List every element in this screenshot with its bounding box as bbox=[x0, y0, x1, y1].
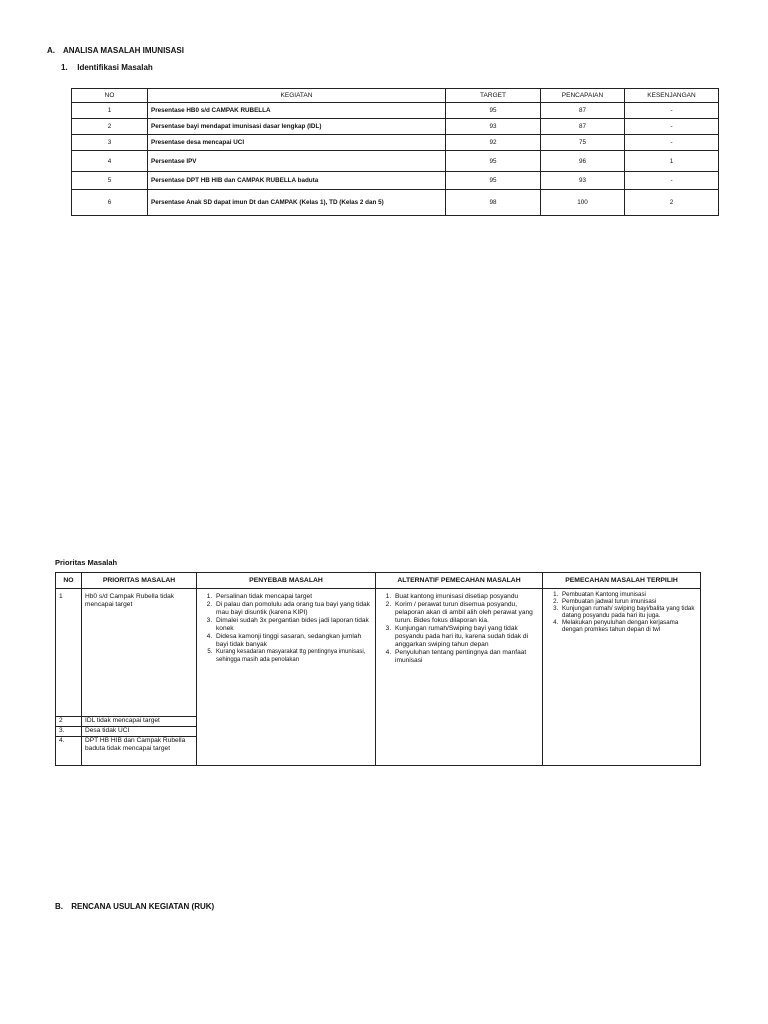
cell-pencapaian: 87 bbox=[541, 119, 625, 135]
section-a-heading bbox=[47, 46, 184, 55]
cell-pencapaian: 96 bbox=[541, 151, 625, 172]
list-item: 2. Di palau dan pomolulu ada orang tua bayi yang tidak mau bayi disuntik (karena KIPI) bbox=[214, 601, 372, 617]
list-item: 4. Penyuluhan tentang pentingnya dan manfaat imunisasi bbox=[393, 649, 539, 665]
header-alternatif-pemecahan: ALTERNATIF PEMECAHAN MASALAH bbox=[376, 573, 543, 589]
cell-kegiatan: Presentase HB0 s/d CAMPAK RUBELLA bbox=[148, 103, 446, 119]
table-header-row bbox=[72, 89, 719, 103]
header-pemecahan-terpilih: PEMECAHAN MASALAH TERPILIH bbox=[543, 573, 701, 589]
cell-target: 95 bbox=[446, 172, 541, 190]
cell-kesenjangan: 2 bbox=[625, 190, 719, 216]
cell-pencapaian: 75 bbox=[541, 135, 625, 151]
prioritas-masalah-title: Prioritas Masalah bbox=[55, 558, 118, 567]
cell-kesenjangan: - bbox=[625, 103, 719, 119]
cell-kegiatan: Presentase desa mencapai UCI bbox=[148, 135, 446, 151]
list-item: 3. Dimalei sudah 3x pergantian bides jadi laporan tidak konek bbox=[214, 617, 372, 633]
header-no: NO bbox=[56, 573, 82, 589]
header-kesenjangan: KESENJANGAN bbox=[625, 89, 719, 103]
cell-no: 1 bbox=[72, 103, 148, 119]
cell-prioritas-masalah: DPT HB HIB dan Campak Rubella baduta tidak mencapai target bbox=[82, 737, 197, 766]
cell-pencapaian: 100 bbox=[541, 190, 625, 216]
section-a-letter: A. bbox=[47, 46, 55, 55]
header-prioritas-masalah: PRIORITAS MASALAH bbox=[82, 573, 197, 589]
header-pencapaian: PENCAPAIAN bbox=[541, 89, 625, 103]
table-row bbox=[72, 135, 719, 151]
table-row bbox=[72, 103, 719, 119]
list-item: 2. Korim / perawat turun disemua posyandu, pelaporan akan di ambil alih oleh perawat yang turun. Bides fokus dilaporan kia. bbox=[393, 601, 539, 625]
cell-kegiatan: Persentase Anak SD dapat imun Dt dan CAMPAK (Kelas 1), TD (Kelas 2 dan 5) bbox=[148, 190, 446, 216]
prioritas-masalah-table bbox=[55, 572, 701, 766]
cell-pemecahan-terpilih bbox=[543, 589, 701, 766]
list-item: 1. Persalinan tidak mencapai target bbox=[214, 593, 372, 601]
cell-no: 3. bbox=[56, 727, 82, 737]
table-row bbox=[72, 172, 719, 190]
cell-kegiatan: Persentase bayi mendapat imunisasi dasar lengkap (IDL) bbox=[148, 119, 446, 135]
header-target: TARGET bbox=[446, 89, 541, 103]
penyebab-list bbox=[200, 593, 372, 664]
section-b-heading bbox=[55, 902, 214, 911]
list-item: 4. Melakukan penyuluhan dengan kerjasama dengan promkes tahun depan di twl bbox=[560, 619, 697, 633]
list-item: 3. Kunjungan rumah/Swiping bayi yang tidak posyandu pada hari itu, karena sudah tidak di anggarkan swiping tahun depan bbox=[393, 625, 539, 649]
table-row bbox=[72, 190, 719, 216]
header-penyebab-masalah: PENYEBAB MASALAH bbox=[197, 573, 376, 589]
subsection-number: 1. bbox=[61, 63, 68, 72]
cell-no: 5 bbox=[72, 172, 148, 190]
list-item: 4. Didesa kamonji tinggi sasaran, sedangkan jumlah bayi tidak banyak bbox=[214, 633, 372, 649]
cell-target: 95 bbox=[446, 151, 541, 172]
identifikasi-masalah-table bbox=[71, 88, 719, 216]
cell-no: 1 bbox=[56, 589, 82, 717]
list-item: 1. Pembuatan Kantong imunisasi bbox=[560, 591, 697, 598]
cell-target: 92 bbox=[446, 135, 541, 151]
section-b-letter: B. bbox=[55, 902, 63, 911]
cell-target: 93 bbox=[446, 119, 541, 135]
section-a-title: ANALISA MASALAH IMUNISASI bbox=[62, 46, 184, 55]
list-item: 3. Kunjungan rumah/ swiping bayi/balita yang tidak datang posyandu pada hari itu juga. bbox=[560, 605, 697, 619]
cell-kesenjangan: 1 bbox=[625, 151, 719, 172]
cell-target: 98 bbox=[446, 190, 541, 216]
list-item: 1. Buat kantong imunisasi disetiap posyandu bbox=[393, 593, 539, 601]
cell-no: 6 bbox=[72, 190, 148, 216]
table-header-row bbox=[56, 573, 701, 589]
cell-prioritas-masalah: Hb0 s/d Campak Rubella tidak mencapai target bbox=[82, 589, 197, 717]
cell-kesenjangan: - bbox=[625, 135, 719, 151]
cell-no: 4 bbox=[72, 151, 148, 172]
cell-kegiatan: Persentase IPV bbox=[148, 151, 446, 172]
cell-prioritas-masalah: IDL tidak mencapai target bbox=[82, 717, 197, 727]
list-item: 2. Pembuatan jadwal turun imunisasi bbox=[560, 598, 697, 605]
list-item: 5. Kurang kesadaran masyarakat ttg pentingnya imunisasi, sehingga masih ada penolakan bbox=[214, 649, 372, 664]
subsection-title: Identifikasi Masalah bbox=[77, 63, 153, 72]
cell-kesenjangan: - bbox=[625, 172, 719, 190]
cell-no: 2 bbox=[56, 717, 82, 727]
subsection-heading bbox=[61, 63, 153, 72]
header-no: NO bbox=[72, 89, 148, 103]
cell-kegiatan: Persentase DPT HB HIB dan CAMPAK RUBELLA baduta bbox=[148, 172, 446, 190]
table-row bbox=[56, 589, 701, 717]
terpilih-list bbox=[546, 591, 697, 633]
cell-kesenjangan: - bbox=[625, 119, 719, 135]
alternatif-list bbox=[379, 593, 539, 665]
cell-alternatif-pemecahan bbox=[376, 589, 543, 766]
cell-no: 3 bbox=[72, 135, 148, 151]
cell-pencapaian: 93 bbox=[541, 172, 625, 190]
cell-prioritas-masalah: Desa tidak UCI bbox=[82, 727, 197, 737]
cell-no: 2 bbox=[72, 119, 148, 135]
table-row bbox=[72, 119, 719, 135]
section-b-title: RENCANA USULAN KEGIATAN (RUK) bbox=[71, 902, 215, 911]
cell-no: 4. bbox=[56, 737, 82, 766]
cell-pencapaian: 87 bbox=[541, 103, 625, 119]
cell-penyebab-masalah bbox=[197, 589, 376, 766]
header-kegiatan: KEGIATAN bbox=[148, 89, 446, 103]
table-row bbox=[72, 151, 719, 172]
cell-target: 95 bbox=[446, 103, 541, 119]
